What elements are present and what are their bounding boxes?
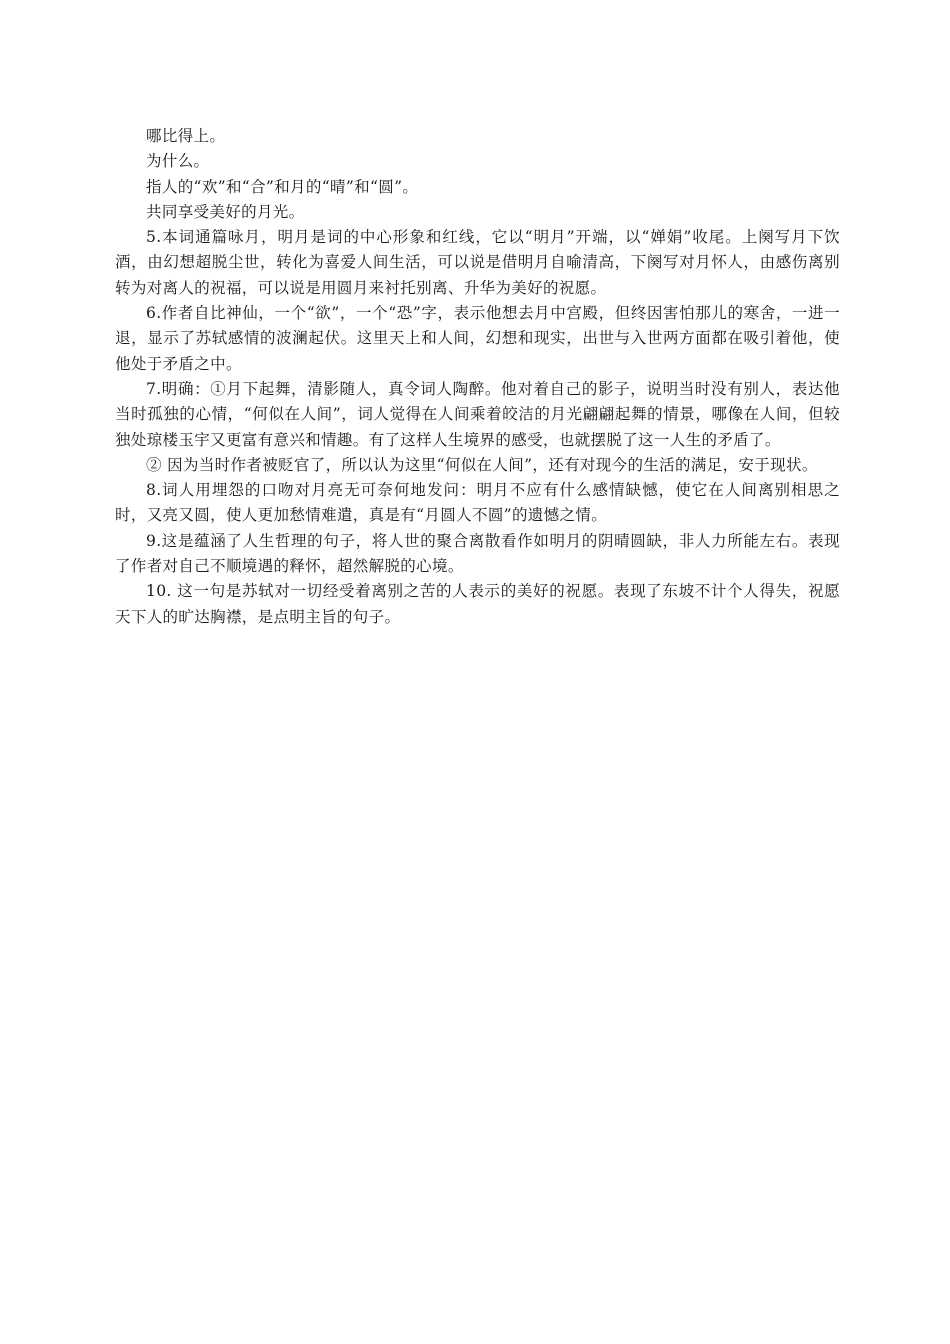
answer-line-4: 共同享受美好的月光。 [146, 202, 305, 221]
answer-7-part-2-paragraph: ② 因为当时作者被贬官了，所以认为这里“何似在人间”，还有对现今的生活的满足，安于现状。 [146, 455, 818, 474]
answer-5-paragraph: 5.本词通篇咏月，明月是词的中心形象和红线，它以“明月”开端，以“婵娟”收尾。上阕写月下饮酒，由幻想超脱尘世，转化为喜爱人间生活，可以说是借明月自喻清高，下阕写对月怀人，由感伤离别转为对离人的祝福，可以说是用圆月来衬托别离、升华为美好的祝愿。 [115, 228, 840, 297]
answer-line-2: 为什么。 [146, 152, 210, 171]
answer-9-paragraph: 9.这是蕴涵了人生哲理的句子，将人世的聚合离散看作如明月的阴晴圆缺，非人力所能左右。表现了作者对自己不顺境遇的释怀，超然解脱的心境。 [115, 531, 840, 576]
answer-line-3: 指人的“欢”和“合”和月的“晴”和“圆”。 [146, 177, 419, 196]
answer-10-paragraph: 10. 这一句是苏轼对一切经受着离别之苦的人表示的美好的祝愿。表现了东坡不计个人得失，祝愿天下人的旷达胸襟，是点明主旨的句子。 [115, 582, 840, 626]
answer-7-paragraph: 7.明确：①月下起舞，清影随人，真令词人陶醉。他对着自己的影子，说明当时没有别人，表达他当时孤独的心情，“何似在人间”，词人觉得在人间乘着皎洁的月光翩翩起舞的情景，哪像在人间，但较独处琼楼玉宇又更富有意兴和情趣。有了这样人生境界的感受，也就摆脱了这一人生的矛盾了。 [115, 379, 840, 449]
document-body [115, 124, 840, 630]
answer-6-paragraph: 6.作者自比神仙，一个“欲”，一个“恐”字，表示他想去月中宫殿，但终因害怕那儿的寒舍，一进一退，显示了苏轼感情的波澜起伏。这里天上和人间，幻想和现实，出世与入世两方面都在吸引着他，使他处于矛盾之中。 [115, 304, 840, 373]
answer-8-paragraph: 8.词人用埋怨的口吻对月亮无可奈何地发问：明月不应有什么感情缺憾，使它在人间离别相思之时，又亮又圆，使人更加愁情难遣，真是有“月圆人不圆”的遗憾之情。 [115, 481, 840, 525]
answer-line-1: 哪比得上。 [146, 127, 226, 145]
